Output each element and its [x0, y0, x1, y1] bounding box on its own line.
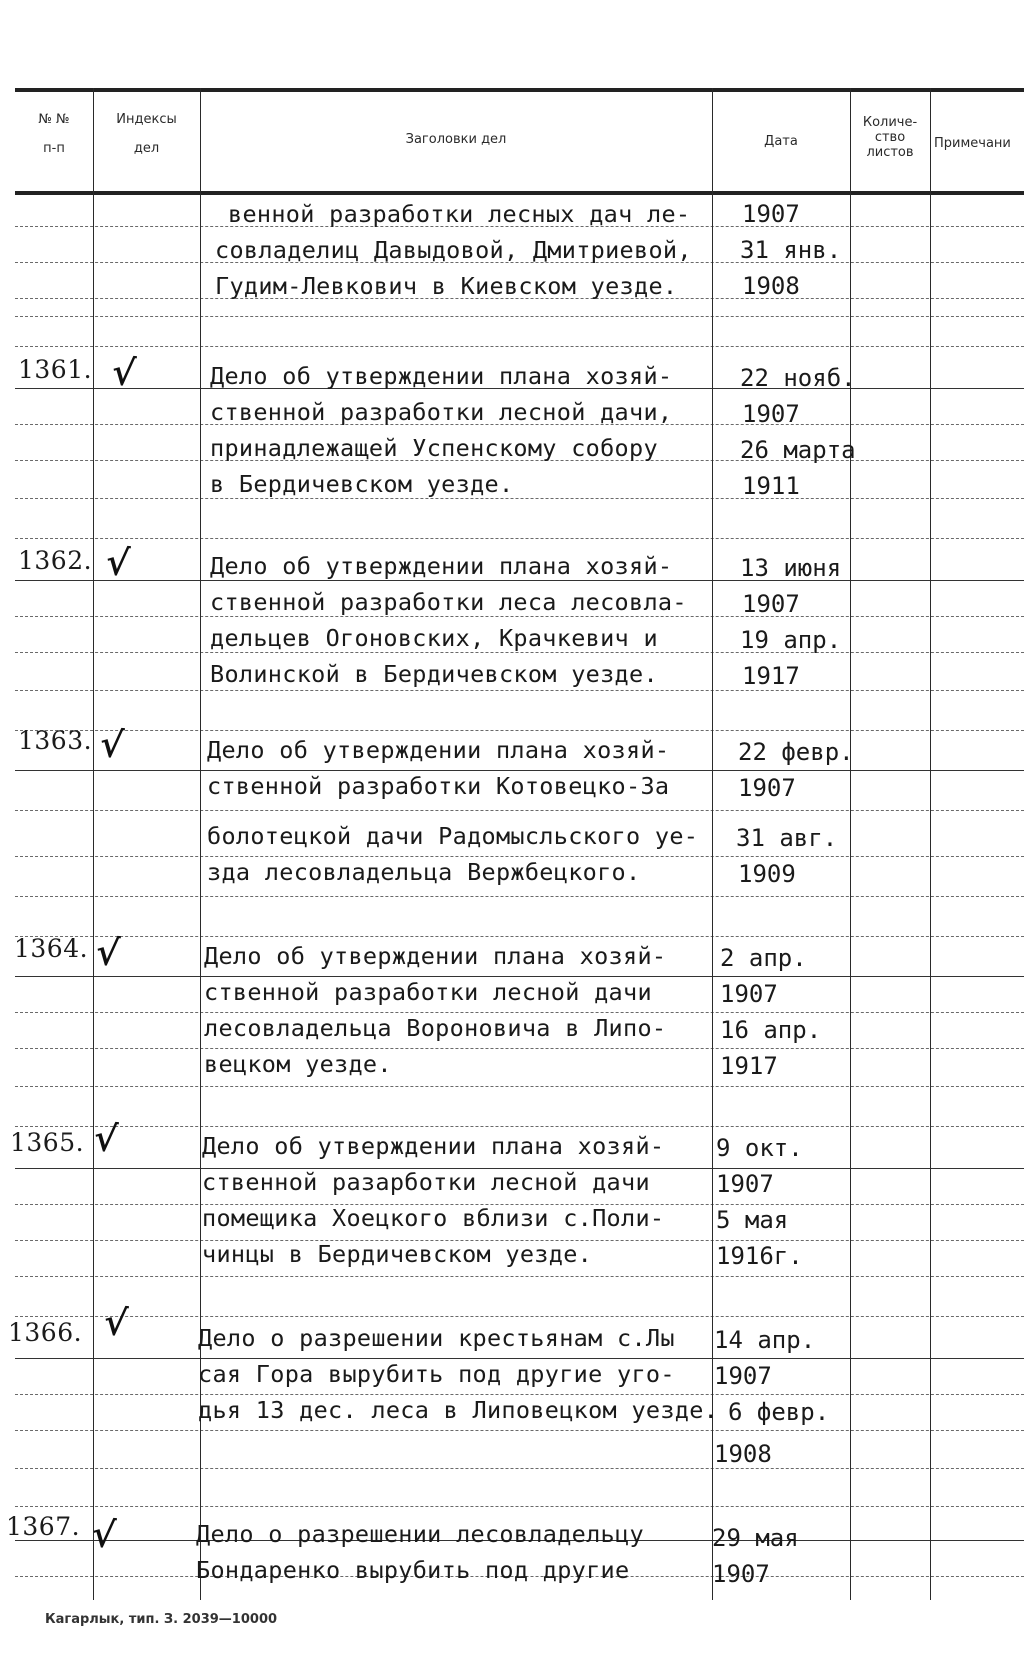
- record-number: 1366.: [8, 1318, 83, 1347]
- record-date: 19 апр.: [740, 626, 842, 654]
- record-title-line: Волинской в Бердичевском уезде.: [210, 660, 658, 688]
- continuation-date: 31 янв.: [740, 236, 842, 264]
- ruled-line: [15, 1468, 1024, 1469]
- record-date: 1907: [712, 1560, 770, 1588]
- record-title-line: Дело об утверждении плана хозяй-: [210, 362, 673, 390]
- column-divider: [850, 88, 851, 1600]
- header-number-line2: п-п: [43, 140, 65, 156]
- header-date-column: Дата: [764, 134, 798, 149]
- record-date: 1909: [738, 860, 796, 888]
- record-date: 22 февр.: [738, 738, 854, 766]
- record-title-line: дельцев Огоновских, Крачкевич и: [210, 624, 658, 652]
- ruled-line: [15, 1048, 1024, 1049]
- record-date: 1917: [742, 662, 800, 690]
- ruled-line: [15, 1394, 1024, 1395]
- row-separator-line: [15, 770, 1024, 771]
- ruled-line: [15, 936, 1024, 937]
- ruled-line: [15, 1506, 1024, 1507]
- record-title-line: ственной разарботки лесной дачи: [202, 1168, 650, 1196]
- ruled-line: [15, 1012, 1024, 1013]
- record-title-line: Дело об утверждении плана хозяй-: [202, 1132, 665, 1160]
- record-title-line: сая Гора вырубить под другие уго-: [198, 1360, 675, 1388]
- checkmark-icon: √: [90, 1513, 118, 1557]
- record-date: 1916г.: [716, 1242, 803, 1270]
- record-title-line: лесовладельца Вороновича в Липо-: [204, 1014, 667, 1042]
- checkmark-icon: √: [92, 1117, 120, 1161]
- ruled-line: [15, 652, 1024, 653]
- record-number: 1367.: [6, 1512, 81, 1541]
- ruled-line: [15, 896, 1024, 897]
- record-title-line: зда лесовладельца Вержбецкого.: [207, 858, 641, 886]
- record-date: 22 нояб.: [740, 364, 856, 392]
- column-divider: [93, 88, 94, 1600]
- checkmark-icon: √: [98, 723, 126, 767]
- checkmark-icon: √: [110, 351, 138, 395]
- record-title-line: Бондаренко вырубить под другие: [196, 1556, 630, 1584]
- checkmark-icon: √: [102, 1301, 130, 1345]
- record-date: 5 мая: [716, 1206, 789, 1234]
- continuation-date: 1908: [742, 272, 800, 300]
- ruled-line: [15, 1316, 1024, 1317]
- record-title-line: ственной разработки лесной дачи,: [210, 398, 673, 426]
- record-date: 2 апр.: [720, 944, 807, 972]
- record-date: 1917: [720, 1052, 778, 1080]
- row-separator-line: [15, 976, 1024, 977]
- ruled-line: [15, 538, 1024, 539]
- record-date: 6 февр.: [728, 1398, 830, 1426]
- printer-imprint: Кагарлык, тип. З. 2039—10000: [45, 1612, 278, 1627]
- record-title-line: помещика Хоецкого вблизи с.Поли-: [202, 1204, 665, 1232]
- record-title-line: Дело о разрешении лесовладельцу: [196, 1520, 644, 1548]
- header-number-line1: № №: [38, 112, 70, 127]
- record-date: 1907: [738, 774, 796, 802]
- record-date: 1908: [714, 1440, 772, 1468]
- record-number: 1365.: [10, 1128, 85, 1157]
- ruled-line: [15, 810, 1024, 811]
- header-sheets-line1: Количе-: [862, 115, 918, 130]
- record-number: 1363.: [18, 726, 93, 755]
- column-divider: [712, 88, 713, 1600]
- record-title-line: Дело об утверждении плана хозяй-: [210, 552, 673, 580]
- header-number-column: [15, 112, 93, 158]
- ruled-line: [15, 1276, 1024, 1277]
- continuation-line: совладелиц Давыдовой, Дмитриевой,: [215, 236, 692, 264]
- record-date: 1907: [742, 590, 800, 618]
- ruled-line: [15, 690, 1024, 691]
- record-title-line: дья 13 дес. леса в Липовецком уезде.: [198, 1396, 719, 1424]
- ruled-line: [15, 1430, 1024, 1431]
- header-sheets-line3: листов: [866, 144, 914, 160]
- record-title-line: Дело о разрешении крестьянам с.Лы: [198, 1324, 675, 1352]
- header-bottom-line: [15, 191, 1024, 195]
- record-title-line: ственной разработки Котовецко-За: [207, 772, 670, 800]
- record-date: 1907: [716, 1170, 774, 1198]
- record-date: 13 июня: [740, 554, 842, 582]
- record-title-line: ственной разработки лесной дачи: [204, 978, 652, 1006]
- record-date: 1907: [714, 1362, 772, 1390]
- ruled-line: [15, 616, 1024, 617]
- header-sheets-column: [850, 116, 930, 161]
- record-number: 1364.: [14, 934, 89, 963]
- header-index-line2: дел: [133, 140, 160, 156]
- record-date: 1907: [720, 980, 778, 1008]
- continuation-date: 1907: [742, 200, 800, 228]
- ruled-line: [15, 730, 1024, 731]
- row-separator-line: [15, 1358, 1024, 1359]
- header-index-column: [93, 112, 200, 158]
- record-title-line: принадлежащей Успенскому собору: [210, 434, 658, 462]
- checkmark-icon: √: [104, 541, 132, 585]
- record-date: 26 марта: [740, 436, 856, 464]
- row-separator-line: [15, 580, 1024, 581]
- record-title-line: болотецкой дачи Радомысльского уе-: [207, 822, 699, 850]
- record-date: 14 апр.: [714, 1326, 816, 1354]
- record-title-line: чинцы в Бердичевском уезде.: [202, 1240, 593, 1268]
- continuation-line: Гудим-Левкович в Киевском уезде.: [215, 272, 678, 300]
- ruled-line: [15, 1126, 1024, 1127]
- record-number: 1361.: [18, 355, 93, 384]
- header-notes-column: Примечани: [934, 136, 1011, 151]
- ruled-line: [15, 856, 1024, 857]
- header-index-line1: Индексы: [116, 112, 177, 127]
- header-title-column: Заголовки дел: [405, 132, 507, 147]
- record-date: 9 окт.: [716, 1134, 803, 1162]
- continuation-line: венной разработки лесных дач ле-: [228, 200, 691, 228]
- top-border-line: [15, 88, 1024, 92]
- ruled-line: [15, 498, 1024, 499]
- record-title-line: Дело об утверждении плана хозяй-: [207, 736, 670, 764]
- column-divider: [930, 88, 931, 1600]
- ruled-line: [15, 316, 1024, 317]
- record-title-line: ственной разработки леса лесовла-: [210, 588, 687, 616]
- record-date: 1911: [742, 472, 800, 500]
- record-date: 31 авг.: [736, 824, 838, 852]
- ruled-line: [15, 1086, 1024, 1087]
- record-title-line: в Бердичевском уезде.: [210, 470, 514, 498]
- record-title-line: вецком уезде.: [204, 1050, 392, 1078]
- record-date: 29 мая: [712, 1524, 799, 1552]
- record-title-line: Дело об утверждении плана хозяй-: [204, 942, 667, 970]
- header-sheets-line2: ство: [874, 129, 906, 145]
- record-number: 1362.: [18, 546, 93, 575]
- checkmark-icon: √: [94, 931, 122, 975]
- record-date: 1907: [742, 400, 800, 428]
- record-date: 16 апр.: [720, 1016, 822, 1044]
- ruled-line: [15, 346, 1024, 347]
